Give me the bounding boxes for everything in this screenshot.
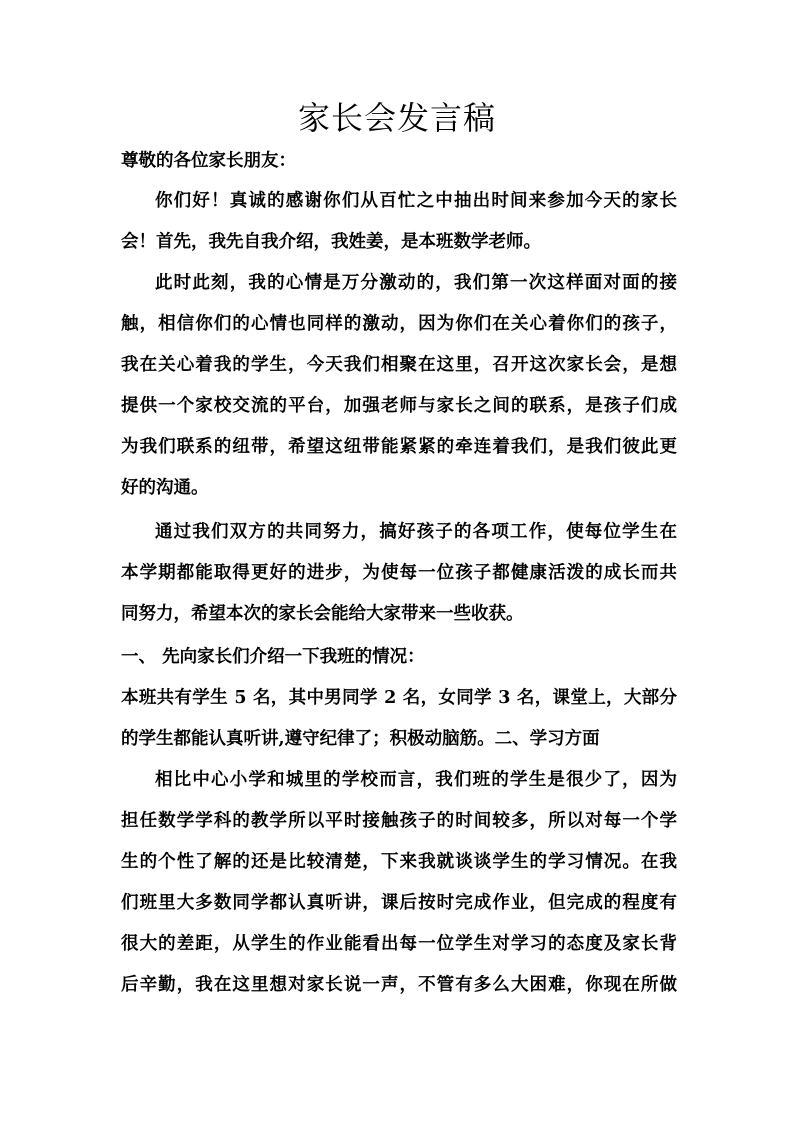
- paragraph-line: 后辛勤，我在这里想对家长说一声，不管有多么大困难，你现在所做: [121, 975, 677, 995]
- paragraph-line: 本班共有学生 5 名，其中男同学 2 名，女同学 3 名，课堂上，大部分: [121, 688, 677, 708]
- paragraph-line: 生的个性了解的还是比较清楚，下来我就谈谈学生的学习情况。在我: [121, 852, 677, 872]
- paragraph-line: 很大的差距，从学生的作业能看出每一位学生对学习的态度及家长背: [121, 934, 677, 954]
- paragraph-line: 为我们联系的纽带，希望这纽带能紧紧的牵连着我们，是我们彼此更: [121, 437, 677, 457]
- paragraph-line: 相比中心小学和城里的学校而言，我们班的学生是很少了，因为: [155, 770, 677, 790]
- paragraph-line: 触，相信你们的心情也同样的激动，因为你们在关心着你们的孩子，: [121, 314, 677, 334]
- document-title: 家长会发言稿: [297, 99, 496, 137]
- salutation-line: 尊敬的各位家长朋友：: [121, 151, 296, 171]
- paragraph-line: 我在关心着我的学生，今天我们相聚在这里，召开这次家长会，是想: [121, 355, 677, 375]
- paragraph-line: 们班里大多数同学都认真听讲，课后按时完成作业，但完成的程度有: [121, 893, 677, 913]
- paragraph-line: 同努力，希望本次的家长会能给大家带来一些收获。: [121, 604, 524, 624]
- paragraph-line: 好的沟通。: [121, 478, 209, 498]
- paragraph-line: 你们好！真诚的感谢你们从百忙之中抽出时间来参加今天的家长: [155, 191, 677, 211]
- paragraph-line: 会！首先，我先自我介绍，我姓姜，是本班数学老师。: [121, 232, 541, 252]
- paragraph-line: 本学期都能取得更好的进步，为使每一位孩子都健康活泼的成长而共: [121, 563, 677, 583]
- paragraph-line: 此时此刻，我的心情是万分激动的，我们第一次这样面对面的接: [155, 273, 677, 293]
- paragraph-line: 的学生都能认真听讲,遵守纪律了；积极动脑筋。二、学习方面: [121, 729, 600, 749]
- paragraph-line: 担任数学学科的教学所以平时接触孩子的时间较多，所以对每一个学: [121, 811, 677, 831]
- paragraph-line: 提供一个家校交流的平台，加强老师与家长之间的联系，是孩子们成: [121, 396, 677, 416]
- paragraph-line: 通过我们双方的共同努力，搞好孩子的各项工作，使每位学生在: [155, 522, 677, 542]
- section-heading: 一、 先向家长们介绍一下我班的情况：: [121, 647, 425, 667]
